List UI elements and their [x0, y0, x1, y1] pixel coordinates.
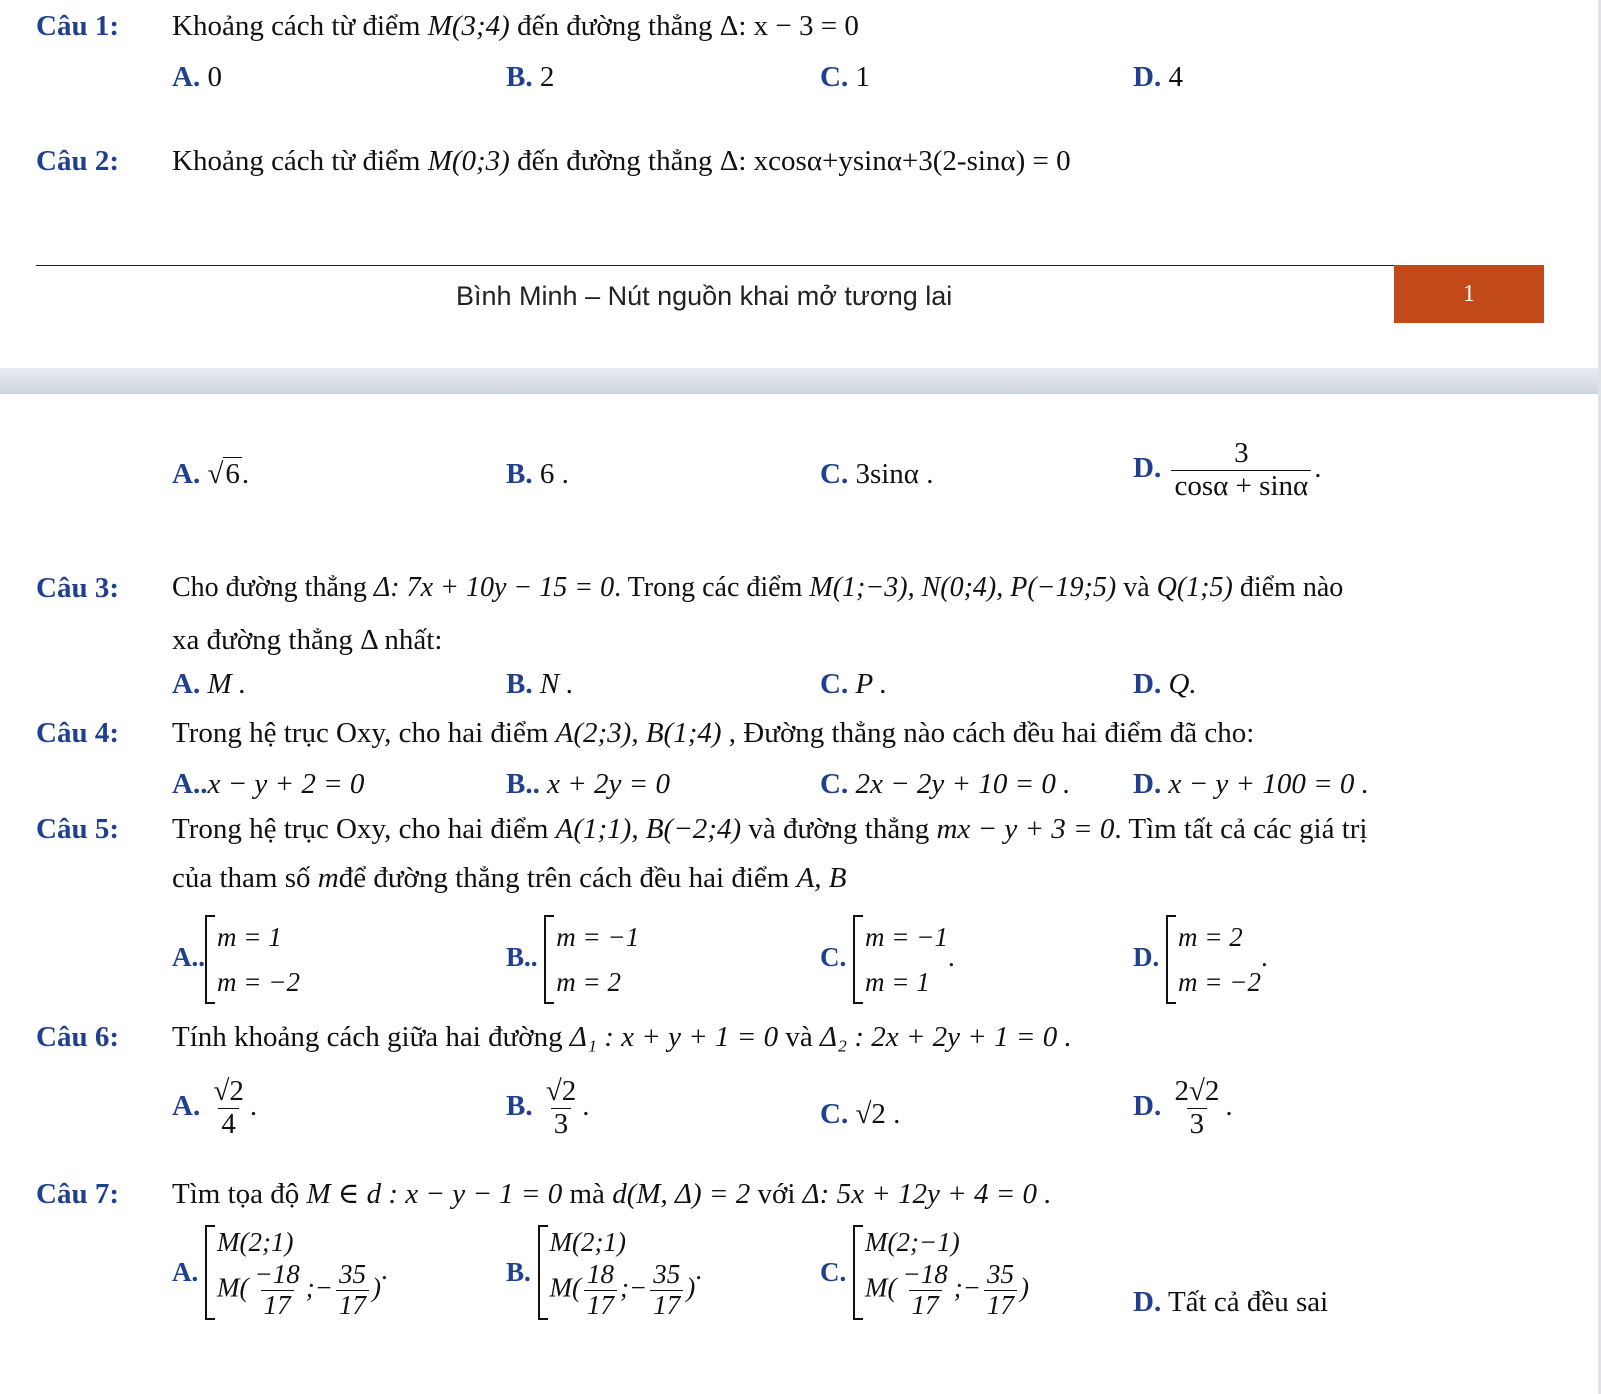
option-d[interactable] [1133, 670, 1197, 699]
fraction [336, 1260, 369, 1320]
option-label: C. [820, 1098, 849, 1130]
option-label: C. [820, 61, 849, 93]
denominator: 17 [336, 1290, 369, 1321]
math-line: Δ₁ : x + y + 1 = 0 [569, 1021, 779, 1053]
option-value: 6 . [539, 458, 569, 490]
option-c[interactable] [820, 1225, 1029, 1320]
question-7-text [172, 1180, 1052, 1209]
bracket-system [853, 915, 948, 1004]
option-label: D. [1133, 941, 1160, 972]
question-label: Câu 2: [36, 145, 119, 177]
option-b[interactable] [506, 63, 554, 92]
option-label: B. [506, 668, 533, 700]
option-label: B.. [506, 941, 538, 972]
math-points: A(2;3), B(1;4) [555, 717, 722, 749]
numerator: −18 [254, 1259, 300, 1290]
question-label: Câu 7: [36, 1178, 119, 1210]
math-line: Δ: 5x + 12y + 4 = 0 . [802, 1178, 1052, 1210]
math-distance: d(M, Δ) = 2 [612, 1178, 751, 1210]
math-param: m [317, 862, 339, 894]
math-point: M(0;3) [427, 145, 510, 177]
numerator: 35 [338, 1259, 366, 1290]
question-5-text [172, 815, 1367, 844]
option-c[interactable] [820, 460, 934, 489]
option-c[interactable] [820, 915, 955, 1004]
system-row: M(2;1) [549, 1227, 626, 1257]
question-label: Câu 5: [36, 813, 119, 845]
question-text: Trong hệ trục Oxy, cho hai điểm [172, 717, 549, 749]
option-label: D. [1133, 61, 1162, 93]
numerator: −18 [902, 1259, 948, 1290]
option-label: C. [820, 668, 849, 700]
numerator: 35 [653, 1259, 681, 1290]
question-4-text [172, 719, 1254, 748]
question-text: và [1123, 572, 1150, 603]
option-b[interactable] [506, 1225, 702, 1320]
option-suffix: . [695, 1254, 702, 1285]
math-line: Δ₂ : 2x + 2y + 1 = 0 . [819, 1021, 1072, 1053]
system-row: M(2;1) [217, 1227, 294, 1257]
option-value: 2x − 2y + 10 = 0 . [855, 768, 1071, 800]
question-3-line2: xa đường thẳng Δ nhất: [172, 624, 443, 656]
question-text: của tham số [172, 862, 311, 894]
option-a[interactable] [172, 1076, 257, 1141]
math-point: Q(1;5) [1156, 572, 1233, 603]
fraction [1171, 1076, 1222, 1141]
option-suffix: . [582, 1090, 590, 1123]
system-row: m = −2 [1178, 966, 1261, 997]
option-suffix: . [947, 941, 955, 972]
option-label: D. [1133, 768, 1162, 800]
option-a[interactable] [172, 915, 300, 1004]
question-3-text [172, 574, 1343, 602]
point-name: M [865, 1272, 888, 1303]
question-text: và [785, 1021, 813, 1053]
option-label: C. [820, 1257, 847, 1288]
question-text: và đường thẳng [748, 813, 930, 845]
option-d[interactable] [1133, 1288, 1328, 1317]
option-c[interactable] [820, 670, 887, 699]
option-suffix: . [1314, 452, 1322, 485]
question-text: Khoảng cách từ điểm [172, 145, 421, 177]
option-a[interactable] [172, 460, 249, 489]
option-c[interactable] [820, 63, 870, 92]
option-d[interactable] [1133, 915, 1268, 1004]
option-b[interactable] [506, 915, 639, 1004]
option-a[interactable] [172, 770, 364, 799]
system-row: m = 2 [556, 966, 621, 997]
option-suffix: . [249, 1090, 258, 1123]
option-label: C. [820, 941, 847, 972]
option-label: A. [172, 1090, 201, 1123]
option-c[interactable] [820, 770, 1070, 799]
question-text: Trong hệ trục Oxy, cho hai điểm [172, 813, 549, 845]
question-6-text [172, 1023, 1072, 1052]
option-d[interactable] [1133, 770, 1369, 799]
denominator: 17 [650, 1290, 683, 1321]
denominator: 17 [909, 1290, 942, 1321]
question-4 [36, 719, 119, 748]
denominator: cosα + sinα [1171, 470, 1311, 503]
question-text: mà [569, 1178, 605, 1210]
question-text: , Đường thẳng nào cách đều hai điểm đã cho: [728, 717, 1255, 749]
option-label: D. [1133, 1090, 1162, 1123]
option-label: A.. [172, 768, 208, 800]
option-b[interactable] [506, 1076, 590, 1141]
numerator: 3 [1234, 437, 1249, 469]
denominator: 3 [551, 1108, 572, 1141]
option-value: M . [207, 668, 247, 700]
option-suffix: . [1225, 1090, 1233, 1123]
system-row: m = −1 [556, 922, 640, 952]
question-5-line2 [172, 864, 847, 893]
option-label: B. [506, 61, 533, 93]
question-label: Câu 3: [36, 572, 119, 604]
page-number-badge: 1 [1394, 265, 1544, 323]
question-text: . Trong các điểm [614, 572, 803, 603]
option-label: A. [172, 668, 201, 700]
point-name: M [217, 1272, 240, 1303]
math-point: M(3;4) [427, 10, 510, 42]
footer-text: Bình Minh – Nút nguồn khai mở tương lai [456, 281, 953, 311]
math-points: M(1;−3), N(0;4), P(−19;5) [809, 572, 1117, 603]
numerator: √2 [213, 1075, 244, 1107]
math-line: Δ: 7x + 10y − 15 = 0 [373, 572, 615, 603]
system-row: M( $\frac{-18}{17}$ ;− $\frac{35}{17}$ ) [865, 1259, 1029, 1320]
option-value: 1 [855, 61, 870, 93]
question-text: điểm nào [1239, 572, 1344, 603]
denominator: 4 [218, 1108, 239, 1141]
system-row: M( $\frac{18}{17}$ ;− $\frac{35}{17}$ ) [549, 1259, 696, 1320]
system-row: m = 1 [865, 966, 930, 997]
question-text: Cho đường thẳng [172, 572, 367, 603]
option-b[interactable] [506, 460, 569, 489]
option-label: C. [820, 458, 849, 490]
math-points: A, B [796, 862, 847, 894]
option-d[interactable] [1133, 63, 1183, 92]
math-line: mx − y + 3 = 0 [936, 813, 1115, 845]
numerator: 18 [587, 1259, 615, 1290]
numerator: 2√2 [1174, 1075, 1220, 1107]
option-label: B. [506, 458, 533, 490]
bracket-system [544, 915, 639, 1004]
option-value: P . [855, 668, 888, 700]
system-row: m = 1 [217, 922, 282, 952]
option-suffix: . [380, 1254, 388, 1285]
option-value: 2 [539, 61, 555, 93]
denominator: 17 [584, 1290, 617, 1321]
bracket-system [1166, 915, 1261, 1004]
option-b[interactable] [506, 770, 670, 799]
option-value: 4 [1168, 61, 1183, 93]
option-label: C. [820, 768, 849, 800]
math-condition: M ∈ d : x − y − 1 = 0 [306, 1178, 563, 1210]
option-suffix: . [241, 458, 250, 490]
option-b[interactable] [506, 670, 574, 699]
system-row: M( $\frac{-18}{17}$ ;− $\frac{35}{17}$ ) [217, 1259, 381, 1320]
question-text: với [757, 1178, 796, 1210]
numerator: 35 [986, 1259, 1014, 1290]
option-value: √2 . [855, 1098, 901, 1130]
question-text: đến đường thẳng [517, 10, 713, 42]
bracket-system [853, 1225, 1029, 1320]
option-label: A. [172, 1257, 199, 1288]
question-text: Tính khoảng cách giữa hai đường [172, 1021, 563, 1053]
option-label: B. [506, 1257, 531, 1288]
option-value: x + 2y = 0 [547, 768, 670, 800]
option-a[interactable] [172, 670, 246, 699]
option-value: N . [539, 668, 574, 700]
sqrt-expression [207, 460, 241, 489]
fraction [543, 1076, 579, 1141]
option-c[interactable] [820, 1100, 900, 1129]
question-text: đến đường thẳng [517, 145, 713, 177]
question-5 [36, 815, 119, 844]
option-label: B.. [506, 768, 540, 800]
fraction [252, 1260, 303, 1320]
fraction [1171, 438, 1311, 503]
question-2-text [172, 147, 1071, 176]
option-value: Q. [1168, 668, 1197, 700]
question-2 [36, 147, 119, 176]
question-text: Tìm tọa độ [172, 1178, 300, 1210]
option-value: Tất cả đều sai [1167, 1286, 1329, 1318]
option-value: x − y + 100 = 0 . [1168, 768, 1369, 800]
system-row: M(2;−1) [865, 1227, 960, 1257]
question-text: . Tìm tất cả các giá trị [1114, 813, 1368, 845]
question-7 [36, 1180, 119, 1209]
sqrt-icon: √ [207, 458, 224, 490]
option-value: 3sinα . [855, 458, 934, 490]
option-value: 0 [207, 61, 222, 93]
question-label: Câu 1: [36, 10, 119, 42]
footer-rule [36, 265, 1396, 266]
option-label: A.. [172, 941, 205, 972]
question-label: Câu 4: [36, 717, 119, 749]
option-label: D. [1133, 452, 1162, 485]
option-label: D. [1133, 1286, 1162, 1318]
option-suffix: . [1260, 941, 1268, 972]
option-label: A. [172, 458, 201, 490]
fraction [900, 1260, 951, 1320]
point-name: M [549, 1272, 573, 1303]
radicand: 6 [225, 458, 240, 490]
denominator: 17 [261, 1290, 294, 1321]
system-row: m = 2 [1178, 922, 1243, 952]
system-row: m = −2 [217, 966, 300, 997]
question-text: để đường thẳng trên cách đều hai điểm [338, 862, 790, 894]
question-label: Câu 6: [36, 1021, 119, 1053]
math-line: Δ: xcosα+ysinα+3(2-sinα) = 0 [719, 145, 1071, 177]
page-break-gap [0, 368, 1601, 394]
fraction [650, 1260, 683, 1320]
option-label: A. [172, 61, 201, 93]
option-label: D. [1133, 668, 1162, 700]
option-value: x − y + 2 = 0 [207, 768, 365, 800]
numerator: √2 [545, 1075, 577, 1107]
fraction [584, 1260, 617, 1320]
option-label: B. [506, 1090, 533, 1123]
bracket-system [205, 915, 300, 1004]
denominator: 3 [1187, 1108, 1208, 1141]
math-line: Δ: x − 3 = 0 [719, 10, 859, 42]
option-a[interactable] [172, 1225, 388, 1320]
option-d[interactable] [1133, 1076, 1233, 1141]
fraction [984, 1260, 1017, 1320]
option-d[interactable] [1133, 438, 1321, 503]
option-a[interactable] [172, 63, 222, 92]
math-points: A(1;1), B(−2;4) [555, 813, 742, 845]
bracket-system [538, 1225, 696, 1320]
bracket-system [205, 1225, 381, 1320]
fraction [210, 1076, 246, 1141]
question-text: Khoảng cách từ điểm [172, 10, 421, 42]
system-row: m = −1 [865, 922, 948, 952]
question-1-text [172, 12, 859, 41]
question-3 [36, 574, 119, 603]
question-1 [36, 12, 119, 41]
denominator: 17 [984, 1290, 1017, 1321]
question-6 [36, 1023, 119, 1052]
